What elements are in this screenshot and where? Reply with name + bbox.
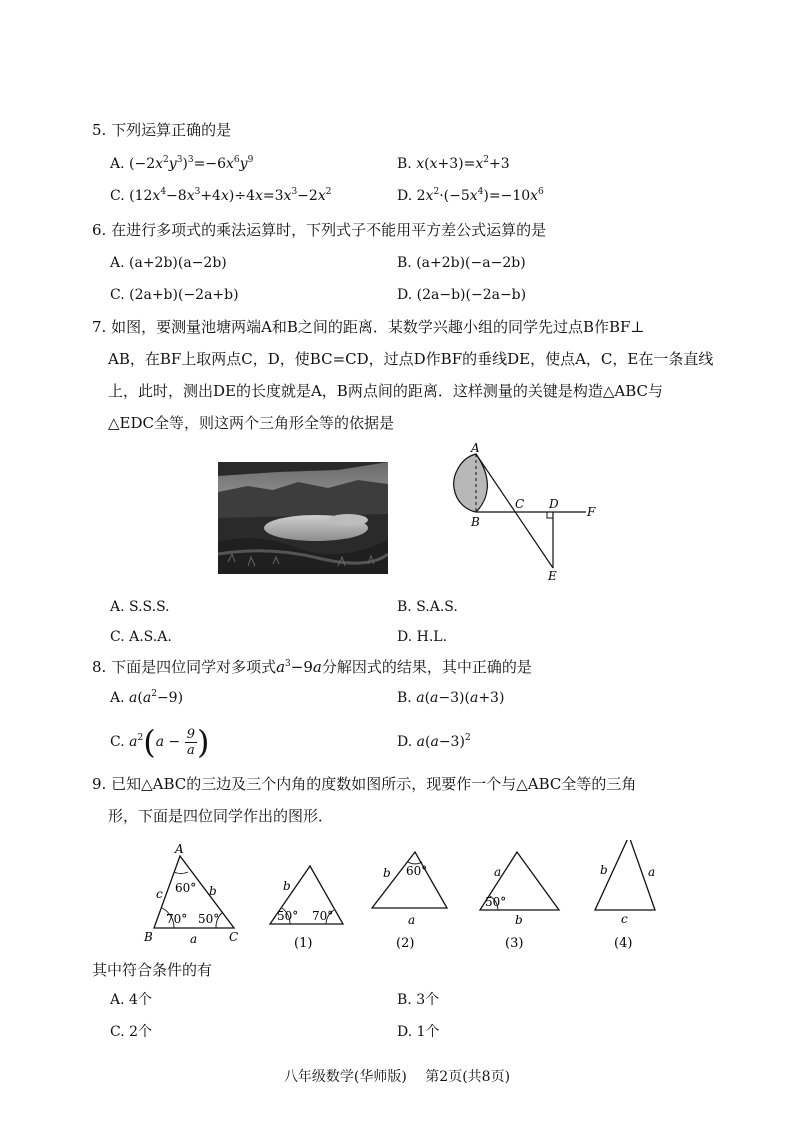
triangle-1	[270, 866, 343, 951]
angle-50: 50°	[198, 912, 220, 926]
side-a: a	[190, 932, 198, 946]
vertex-b: B	[144, 930, 153, 944]
triangle-4	[595, 840, 655, 951]
t3-angle-50: 50°	[485, 895, 507, 909]
q5-option-a: A. $(-2x^2y^3)^3=-6x^6y^9$	[110, 155, 254, 172]
t2-angle-60: 60°	[406, 864, 428, 878]
q9-line-1: 9. 已知△ABC的三边及三个内角的度数如图所示，现要作一个与△ABC全等的三角	[92, 775, 637, 793]
q9-option-c: C. 2个	[110, 1024, 153, 1040]
q8-option-c: C. $a^2(a$ − $\frac{9}{a}$ )	[110, 723, 210, 761]
q7-line-2: AB，在BF上取两点C，D，使BC=CD，过点D作BF的垂线DE，使点A，C，E在一条直线	[108, 350, 714, 368]
q6-option-b: B. (a+2b)(−a−2b)	[397, 255, 526, 271]
q5-option-c: C. $(12x^4-8x^3+4x)\div 4x=3x^3-2x^2$	[110, 187, 332, 204]
q7-geometry-figure	[440, 440, 610, 585]
triangle-2	[372, 852, 447, 951]
triangle-abc	[143, 842, 238, 946]
side-c: c	[156, 887, 163, 901]
page-footer: 八年级数学(华师版) 第2页(共8页)	[283, 1069, 511, 1085]
q6-option-c: C. (2a+b)(−2a+b)	[110, 287, 239, 303]
q8-option-b: B. a(a−3)(a+3)	[397, 690, 505, 706]
label-b: B	[471, 515, 480, 529]
q5-option-d: D. $2x^2\cdot(-5x^4)=-10x^6$	[397, 187, 544, 204]
vertex-c: C	[229, 930, 239, 944]
q6-option-d: D. (2a−b)(−2a−b)	[397, 287, 527, 303]
q9-subprompt: 其中符合条件的有	[92, 961, 213, 979]
t1-side-b: b	[283, 879, 291, 893]
t3-side-a: a	[494, 865, 502, 879]
angle-70: 70°	[166, 912, 188, 926]
label-e: E	[548, 569, 557, 583]
q9-option-a: A. 4个	[110, 992, 152, 1008]
t2-side-a: a	[408, 913, 416, 927]
pond-photo	[218, 462, 388, 574]
q5-stem: 5. 下列运算正确的是	[92, 121, 232, 139]
q5-option-b: B. $x(x+3)=x^2+3$	[397, 155, 510, 172]
q7-option-a: A. S.S.S.	[110, 599, 170, 615]
caption-3: (3)	[505, 936, 524, 951]
triangle-3	[480, 852, 559, 951]
label-f: F	[587, 505, 596, 519]
caption-1: (1)	[294, 936, 313, 951]
right-angle-mark	[547, 512, 553, 518]
t4-side-a: a	[648, 865, 656, 879]
angle-60: 60°	[175, 881, 197, 895]
vertex-a: A	[175, 842, 184, 856]
label-a: A	[471, 441, 480, 455]
label-d: D	[549, 497, 559, 511]
q6-stem: 6. 在进行多项式的乘法运算时，下列式子不能用平方差公式运算的是	[92, 221, 547, 239]
t1-angle-70: 70°	[312, 909, 334, 923]
label-c: C	[515, 497, 525, 511]
q8-stem: 8. 下面是四位同学对多项式$a^3-9a$分解因式的结果，其中正确的是	[92, 658, 532, 676]
q9-line-2: 形，下面是四位同学作出的图形．	[108, 807, 334, 825]
segment-ae	[476, 454, 553, 568]
t4-side-c: c	[621, 912, 628, 926]
q9-triangle-figures	[140, 840, 680, 955]
q7-line-4: △EDC全等，则这两个三角形全等的依据是	[108, 414, 394, 432]
caption-2: (2)	[396, 936, 415, 951]
t3-side-b: b	[515, 913, 523, 927]
q7-option-d: D. H.L.	[397, 629, 448, 645]
q9-option-d: D. 1个	[397, 1024, 440, 1040]
q9-option-b: B. 3个	[397, 992, 440, 1008]
t4-side-b: b	[600, 863, 608, 877]
q8-option-a: A. $a(a^2-9)$	[110, 689, 184, 706]
q7-line-3: 上，此时，测出DE的长度就是A，B两点间的距离．这样测量的关键是构造△ABC与	[108, 382, 663, 400]
t2-side-b: b	[383, 866, 391, 880]
q7-option-c: C. A.S.A.	[110, 629, 172, 645]
q7-option-b: B. S.A.S.	[397, 599, 458, 615]
t1-angle-50: 50°	[277, 909, 299, 923]
q8-option-d: D. $a(a-3)^2$	[397, 733, 471, 750]
side-b: b	[209, 884, 217, 898]
caption-4: (4)	[614, 936, 633, 951]
q7-line-1: 7. 如图，要测量池塘两端A和B之间的距离．某数学兴趣小组的同学先过点B作BF⊥	[92, 318, 645, 336]
q6-option-a: A. (a+2b)(a−2b)	[110, 255, 227, 271]
